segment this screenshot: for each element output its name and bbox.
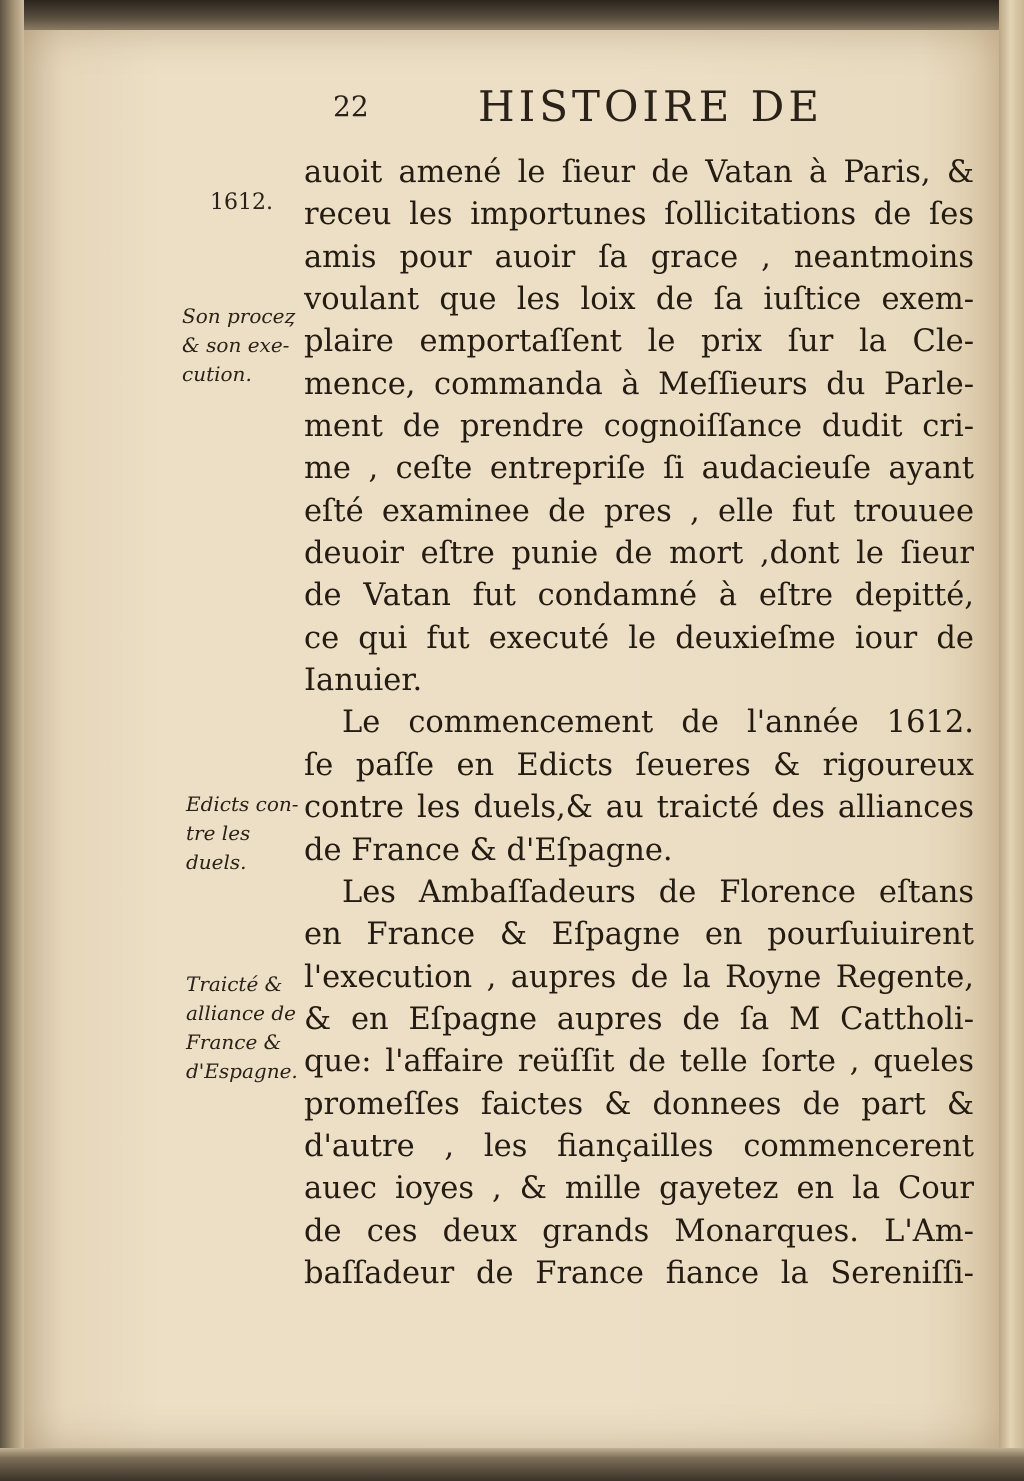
margin-note-line: Son proceȥ <box>182 304 295 328</box>
text-line: amis pour auoir ſa grace , neantmoins <box>304 239 974 275</box>
text-line: ment de prendre cognoiſſance dudit cri- <box>304 409 974 445</box>
margin-note-date <box>210 188 273 217</box>
text-line: plaire emportaſſent le prix ſur la Cle- <box>304 324 974 360</box>
margin-note-line: Edicts con- <box>186 792 299 816</box>
margin-date-line: 1612. <box>210 190 273 215</box>
margin-note-line: d'Espagne. <box>186 1059 298 1083</box>
text-line: que: l'affaire reüſſit de telle ſorte , queles <box>304 1044 974 1080</box>
text-line: auec ioyes , & mille gayetez en la Cour <box>304 1171 974 1207</box>
text-line: deuoir eſtre punie de mort ,dont le ſieur <box>304 536 974 572</box>
margin-note-proces <box>182 302 295 389</box>
top-edge <box>0 0 1024 30</box>
text-line: receu les importunes ſollicitations de ſes <box>304 197 974 233</box>
text-line: mence, commanda à Meſſieurs du Parle- <box>304 366 974 402</box>
body-text <box>304 152 974 1295</box>
text-line: eſté examinee de pres , elle fut trouuee <box>304 493 974 529</box>
margin-note-traicte <box>186 970 298 1086</box>
text-line: baſſadeur de France fiance la Sereniſſi- <box>304 1255 974 1291</box>
text-line: & en Eſpagne aupres de ſa M Cattholi- <box>304 1001 974 1037</box>
margin-note-line: Traicté & <box>186 972 283 996</box>
text-line: l'execution , aupres de la Royne Regente, <box>304 959 974 995</box>
text-line: ce qui fut executé le deuxieſme iour de <box>304 620 974 656</box>
text-line: Ianuier. <box>304 663 423 699</box>
left-edge <box>0 0 24 1481</box>
page-number: 22 <box>333 90 369 123</box>
book-spine <box>999 0 1024 1481</box>
margin-note-edicts <box>186 790 299 877</box>
margin-note-line: alliance de <box>186 1001 296 1025</box>
margin-note-line: tre les <box>186 821 251 845</box>
text-line: de ces deux grands Monarques. L'Am- <box>304 1213 974 1249</box>
text-line: de Vatan fut condamné à eſtre depitté, <box>304 578 974 614</box>
text-line: contre les duels,& au traicté des alliances <box>304 790 974 826</box>
text-line: Le commencement de l'année 1612. <box>342 705 974 741</box>
text-line: en France & Eſpagne en pourſuiuirent <box>304 917 974 953</box>
text-line: ſe paſſe en Edicts ſeueres & rigoureux <box>304 747 974 783</box>
running-title: HISTOIRE DE <box>478 82 823 131</box>
text-line: d'autre , les fiançailles commencerent <box>304 1128 974 1164</box>
margin-note-line: & son exe- <box>182 333 290 357</box>
text-line: promeſſes faictes & donnees de part & <box>304 1086 974 1122</box>
text-line: de France & d'Eſpagne. <box>304 832 673 868</box>
page-header <box>300 82 860 132</box>
margin-note-line: cution. <box>182 362 252 386</box>
margin-note-line: France & <box>186 1030 282 1054</box>
text-line: voulant que les loix de ſa iuſtice exem- <box>304 282 974 318</box>
margin-note-line: duels. <box>186 850 247 874</box>
bottom-edge <box>0 1448 1024 1481</box>
text-line: me , ceſte entrepriſe ſi audacieuſe ayant <box>304 451 974 487</box>
text-line: Les Ambaſſadeurs de Florence eſtans <box>342 874 974 910</box>
text-line: auoit amené le ſieur de Vatan à Paris, & <box>304 155 974 190</box>
